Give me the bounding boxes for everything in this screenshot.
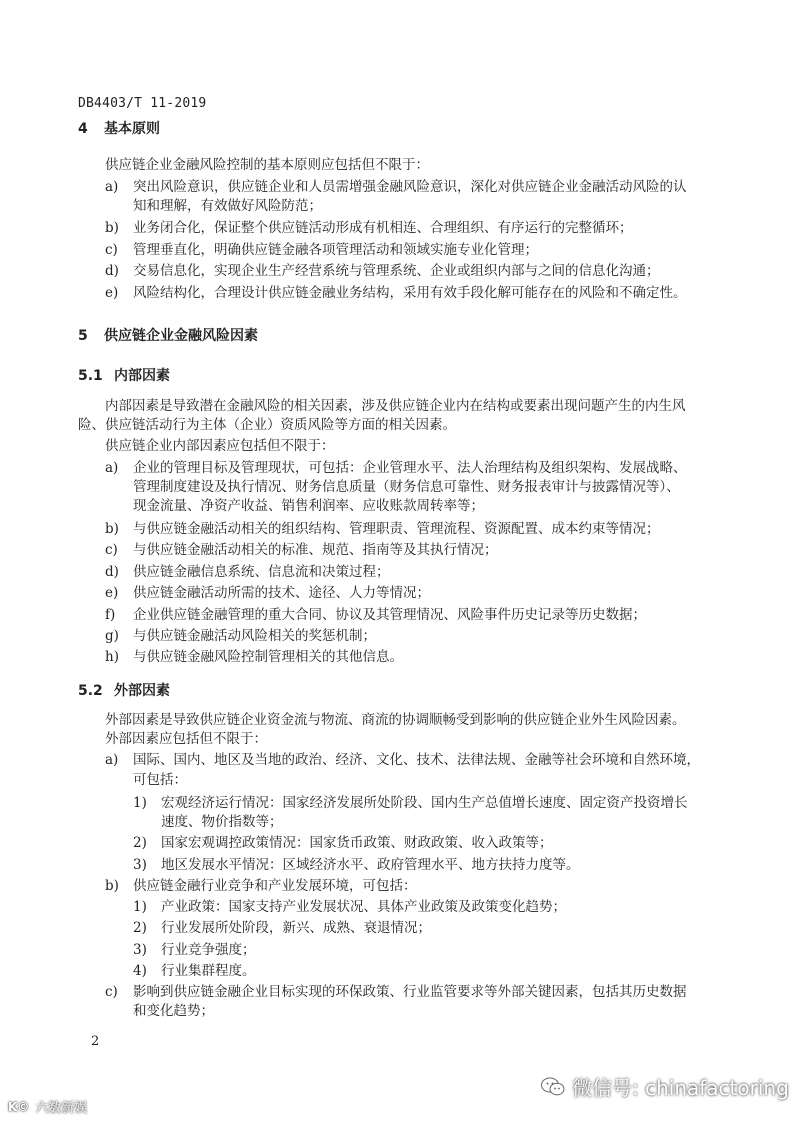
list-label: g) <box>105 628 119 644</box>
list-item-line: 与供应链金融活动相关的标准、规范、指南等及其执行情况； <box>133 542 498 558</box>
wechat-icon <box>540 1074 566 1100</box>
sec52-intro: 外部因素应包括但不限于： <box>105 731 267 747</box>
sublist-item-line: 产业政策：国家支持产业发展状况、具体产业政策及政策变化趋势； <box>161 899 566 915</box>
section-4-heading <box>78 118 160 138</box>
list-item-line: 管理制度建设及执行情况、财务信息质量（财务信息可靠性、财务报表审计与披露情况等）、 <box>133 479 680 495</box>
list-item-line: 企业供应链金融管理的重大合同、协议及其管理情况、风险事件历史记录等历史数据； <box>133 607 646 623</box>
list-label: d) <box>105 263 119 279</box>
paragraph-line: 内部因素是导致潜在金融风险的相关因素，涉及供应链企业内在结构或要素出现问题产生的内生风 <box>105 398 686 414</box>
section-number: 5 <box>78 328 88 344</box>
sublist-label: 1) <box>133 899 147 915</box>
list-label: e) <box>105 285 119 301</box>
section-title: 外部因素 <box>114 683 170 699</box>
list-item-line: 业务闭合化，保证整个供应链活动形成有机相连、合理组织、有序运行的完整循环； <box>133 220 633 236</box>
sublist-item-line: 国家宏观调控政策情况：国家货币政策、财政政策、收入政策等； <box>161 835 553 851</box>
list-label: e) <box>105 585 119 601</box>
sublist-item-line: 行业发展所处阶段，新兴、成熟、衰退情况； <box>161 920 431 936</box>
sublist-item-line: 宏观经济运行情况：国家经济发展所处阶段、国内生产总值增长速度、固定资产投资增长 <box>161 795 688 811</box>
sec51-intro: 供应链企业内部因素应包括但不限于： <box>105 438 335 454</box>
list-label: d) <box>105 564 119 580</box>
list-item-line: 企业的管理目标及管理现状，可包括：企业管理水平、法人治理结构及组织架构、发展战略、 <box>133 460 687 476</box>
source-logo: K© <box>8 1099 30 1114</box>
wechat-id-text: 微信号: chinafactoring <box>572 1076 789 1100</box>
sublist-label: 3) <box>133 857 147 873</box>
list-label: c) <box>105 542 118 558</box>
sublist-item-line: 速度、物价指数等； <box>161 814 283 830</box>
list-item-line: 现金流量、净资产收益、销售利润率、应收账款周转率等； <box>133 498 484 514</box>
list-item-line: 与供应链金融风险控制管理相关的其他信息。 <box>133 649 403 665</box>
section-5-1-heading <box>78 365 170 385</box>
list-item-line: 风险结构化，合理设计供应链金融业务结构，采用有效手段化解可能存在的风险和不确定性。 <box>133 285 687 301</box>
sublist-item-line: 行业竞争强度； <box>161 942 256 958</box>
list-item-line: 突出风险意识，供应链企业和人员需增强金融风险意识，深化对供应链企业金融活动风险的认 <box>133 179 687 195</box>
list-item-line: 供应链金融信息系统、信息流和决策过程； <box>133 564 390 580</box>
sublist-label: 2) <box>133 835 147 851</box>
list-label: c) <box>105 984 118 1000</box>
paragraph-line: 外部因素是导致供应链企业资金流与物流、商流的协调顺畅受到影响的供应链企业外生风险因素。 <box>105 712 686 728</box>
paragraph-line: 险、供应链活动行为主体（企业）资质风险等方面的相关因素。 <box>78 417 456 433</box>
list-label: a) <box>105 460 119 476</box>
list-item-line: 国际、国内、地区及当地的政治、经济、文化、技术、法律法规、金融等社会环境和自然环境， <box>133 752 700 768</box>
section-title: 供应链企业金融风险因素 <box>104 328 258 344</box>
sublist-label: 1) <box>133 795 147 811</box>
list-label: b) <box>105 220 119 236</box>
list-label: b) <box>105 521 119 537</box>
list-item-line: 供应链金融行业竞争和产业发展环境，可包括： <box>133 878 417 894</box>
section-title: 内部因素 <box>114 368 170 384</box>
list-item-line: 可包括： <box>133 772 187 788</box>
list-label: a) <box>105 179 119 195</box>
list-item-line: 影响到供应链金融企业目标实现的环保政策、行业监管要求等外部关键因素，包括其历史数据 <box>133 984 687 1000</box>
list-item-line: 供应链金融活动所需的技术、途径、人力等情况； <box>133 585 430 601</box>
sublist-label: 2) <box>133 920 147 936</box>
list-item-line: 与供应链金融活动相关的组织结构、管理职责、管理流程、资源配置、成本约束等情况； <box>133 521 660 537</box>
section-5-2-heading <box>78 680 170 700</box>
list-label: h) <box>105 649 119 665</box>
section-title: 基本原则 <box>104 121 160 137</box>
section-number: 4 <box>78 121 88 137</box>
section-number: 5.2 <box>78 683 103 699</box>
sublist-label: 4) <box>133 963 147 979</box>
list-item-line: 和变化趋势； <box>133 1003 214 1019</box>
list-label: f) <box>105 607 116 623</box>
list-label: b) <box>105 878 119 894</box>
list-item-line: 知和理解，有效做好风险防范； <box>133 198 322 214</box>
sublist-label: 3) <box>133 942 147 958</box>
sublist-item-line: 地区发展水平情况：区域经济水平、政府管理水平、地方扶持力度等。 <box>161 857 580 873</box>
list-item-line: 管理垂直化，明确供应链金融各项管理活动和领域实施专业化管理； <box>133 242 538 258</box>
section-5-heading <box>78 325 258 345</box>
wechat-watermark <box>540 1072 789 1101</box>
document-code: DB4403/T 11-2019 <box>78 96 207 111</box>
source-watermark <box>8 1097 87 1116</box>
list-item-line: 与供应链金融活动风险相关的奖惩机制； <box>133 628 376 644</box>
section-number: 5.1 <box>78 368 103 384</box>
sublist-item-line: 行业集群程度。 <box>161 963 256 979</box>
list-label: c) <box>105 242 118 258</box>
sec4-intro: 供应链企业金融风险控制的基本原则应包括但不限于： <box>105 157 429 173</box>
page-number: 2 <box>91 1034 100 1049</box>
source-text: 六数新娱 <box>35 1101 88 1116</box>
list-item-line: 交易信息化，实现企业生产经营系统与管理系统、企业或组织内部与之间的信息化沟通； <box>133 263 660 279</box>
list-label: a) <box>105 752 119 768</box>
